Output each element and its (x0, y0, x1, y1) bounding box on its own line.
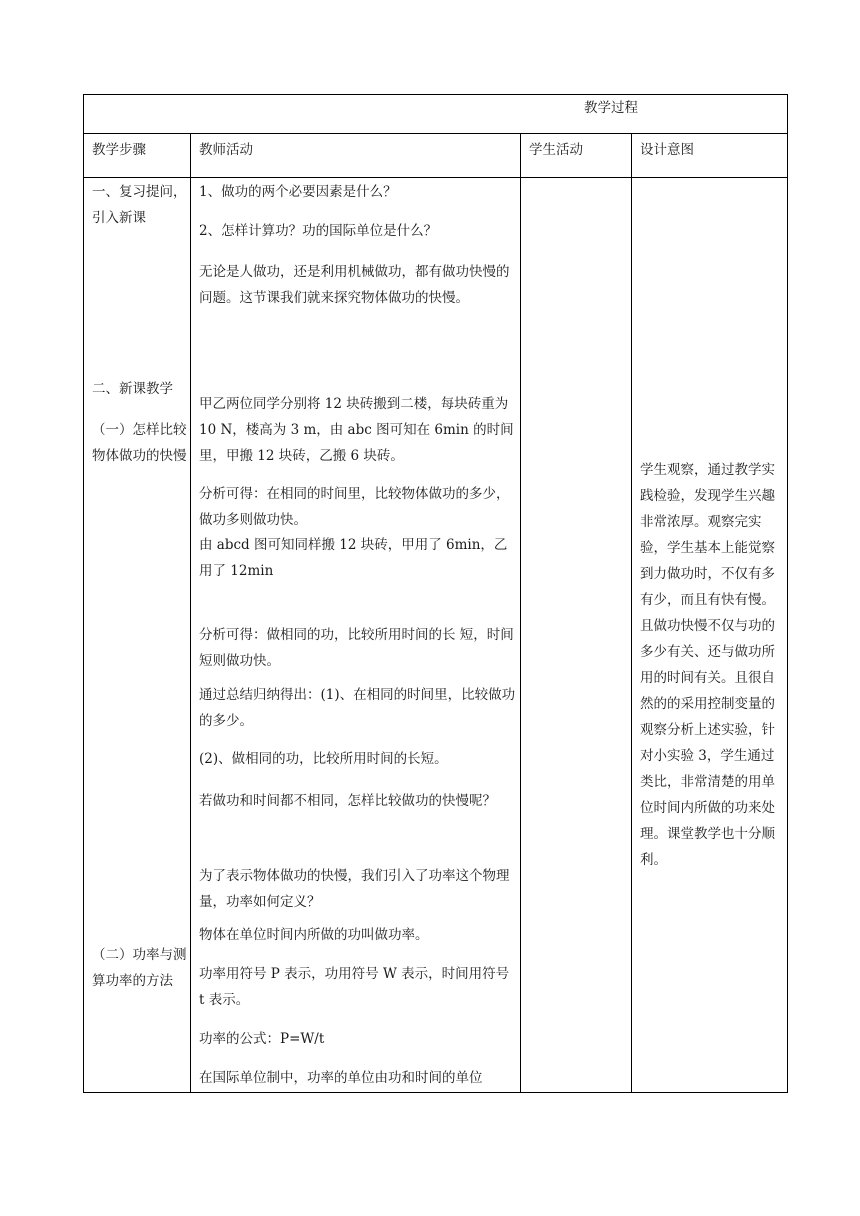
teaching-process-table: 教学过程 教学步骤 教师活动 学生活动 设计意图 一、复习提问，引入新课 二、新课教学 （一）怎样比较物体做功的快慢 （二）功率与测算功率的方法 1、做功的两个必要因素是什么？ 2、怎样计算功？功的国际单位是什么？ 无论是人做功，还是利用机械做功，都有做功快慢的问题。这节课我们就来探究物体做功的快慢。 甲乙两位同学分别将 12 块砖搬到二楼，每块砖重为 10 N，楼高为 3 m，由 abc 图可知在 6min 的时间里，甲搬 12 块砖，乙搬 6 块砖。 分析可得：在相同的时间里，比较物体做功的多少，做功多则做功快。 由 abcd 图可知同样搬 12 块砖，甲用了 6min，乙用了 12min 分析可得：做相同的功，比较所用时间的长 短，时间短则做功快。 通过总结归纳得出：(1)、在相同的时间里，比较做功的多少。 (2)、做相同的功，比较所用时间的长短。 若做功和时间都不相同，怎样比较做功的快慢呢？ 为了表示物体做功的快慢，我们引入了功率这个物理量，功率如何定义？ 物体在单位时间内所做的功叫做功率。 功率用符号 P 表示，功用符号 W 表示，时间用符号 t 表示。 功率的公式：P=W/t 在国际单位制中，功率的单位由功和时间的单位 学生观察，通过教学实践检验，发现学生兴趣非常浓厚。观察完实验，学生基本上能觉察到力做功时，不仅有多有少，而且有快有慢。且做功快慢不仅与功的多少有关、还与做功所用的时间有关。且很自然的的采用控制变量的观察分析上述实验，针对小实验 3，学生通过类比，非常清楚的用单位时间内所做的功来处理。课堂教学也十分顺利。 (83, 94, 788, 1093)
teacher-example-2: 由 abcd 图可知同样搬 12 块砖，甲用了 6min，乙用了 12min (199, 537, 508, 579)
teacher-power-intro: 为了表示物体做功的快慢，我们引入了功率这个物理量，功率如何定义？ (199, 868, 510, 910)
teacher-q1: 1、做功的两个必要因素是什么？ (199, 184, 397, 200)
design-intent: 学生观察，通过教学实践检验，发现学生兴趣非常浓厚。观察完实验，学生基本上能觉察到力做功时，不仅有多有少，而且有快有慢。且做功快慢不仅与功的多少有关、还与做功所用的时间有关。且很自然的的采用控制变量的观察分析上述实验，针对小实验 3，学生通过类比，非常清楚的用单位时间内所做的功来处理。课堂教学也十分顺利。 (640, 462, 775, 868)
teacher-q2: 2、怎样计算功？功的国际单位是什么？ (199, 223, 438, 239)
header-student: 学生活动 (529, 142, 583, 158)
header-design: 设计意图 (640, 142, 694, 158)
teacher-intro: 无论是人做功，还是利用机械做功，都有做功快慢的问题。这节课我们就来探究物体做功的快慢。 (199, 264, 510, 306)
teacher-power-formula: 功率的公式：P=W/t (199, 1031, 325, 1047)
teacher-analysis-1: 分析可得：在相同的时间里，比较物体做功的多少，做功多则做功快。 (199, 486, 510, 528)
teacher-question: 若做功和时间都不相同，怎样比较做功的快慢呢？ (199, 793, 496, 809)
teacher-power-definition: 物体在单位时间内所做的功叫做功率。 (199, 927, 429, 943)
step-new-lesson: 二、新课教学 (92, 381, 173, 397)
step-review: 一、复习提问，引入新课 (92, 184, 187, 226)
step-power-method: （二）功率与测算功率的方法 (92, 947, 187, 989)
col-divider-2 (520, 134, 521, 1092)
teacher-example-1: 甲乙两位同学分别将 12 块砖搬到二楼，每块砖重为 10 N，楼高为 3 m，由 abc 图可知在 6min 的时间里，甲搬 12 块砖，乙搬 6 块砖。 (199, 396, 514, 464)
header-teacher: 教师活动 (199, 142, 253, 158)
col-divider-3 (631, 134, 632, 1092)
teacher-power-symbols: 功率用符号 P 表示，功用符号 W 表示，时间用符号 t 表示。 (199, 966, 510, 1008)
col-divider-1 (190, 134, 191, 1092)
teacher-summary-2: (2)、做相同的功，比较所用时间的长短。 (199, 751, 448, 767)
header-steps: 教学步骤 (92, 142, 146, 158)
step-compare-speed: （一）怎样比较物体做功的快慢 (92, 422, 187, 464)
teacher-summary: 通过总结归纳得出：(1)、在相同的时间里，比较做功的多少。 (199, 687, 516, 729)
teacher-power-unit: 在国际单位制中，功率的单位由功和时间的单位 (199, 1070, 483, 1086)
teacher-analysis-2: 分析可得：做相同的功，比较所用时间的长 短，时间短则做功快。 (199, 627, 514, 669)
